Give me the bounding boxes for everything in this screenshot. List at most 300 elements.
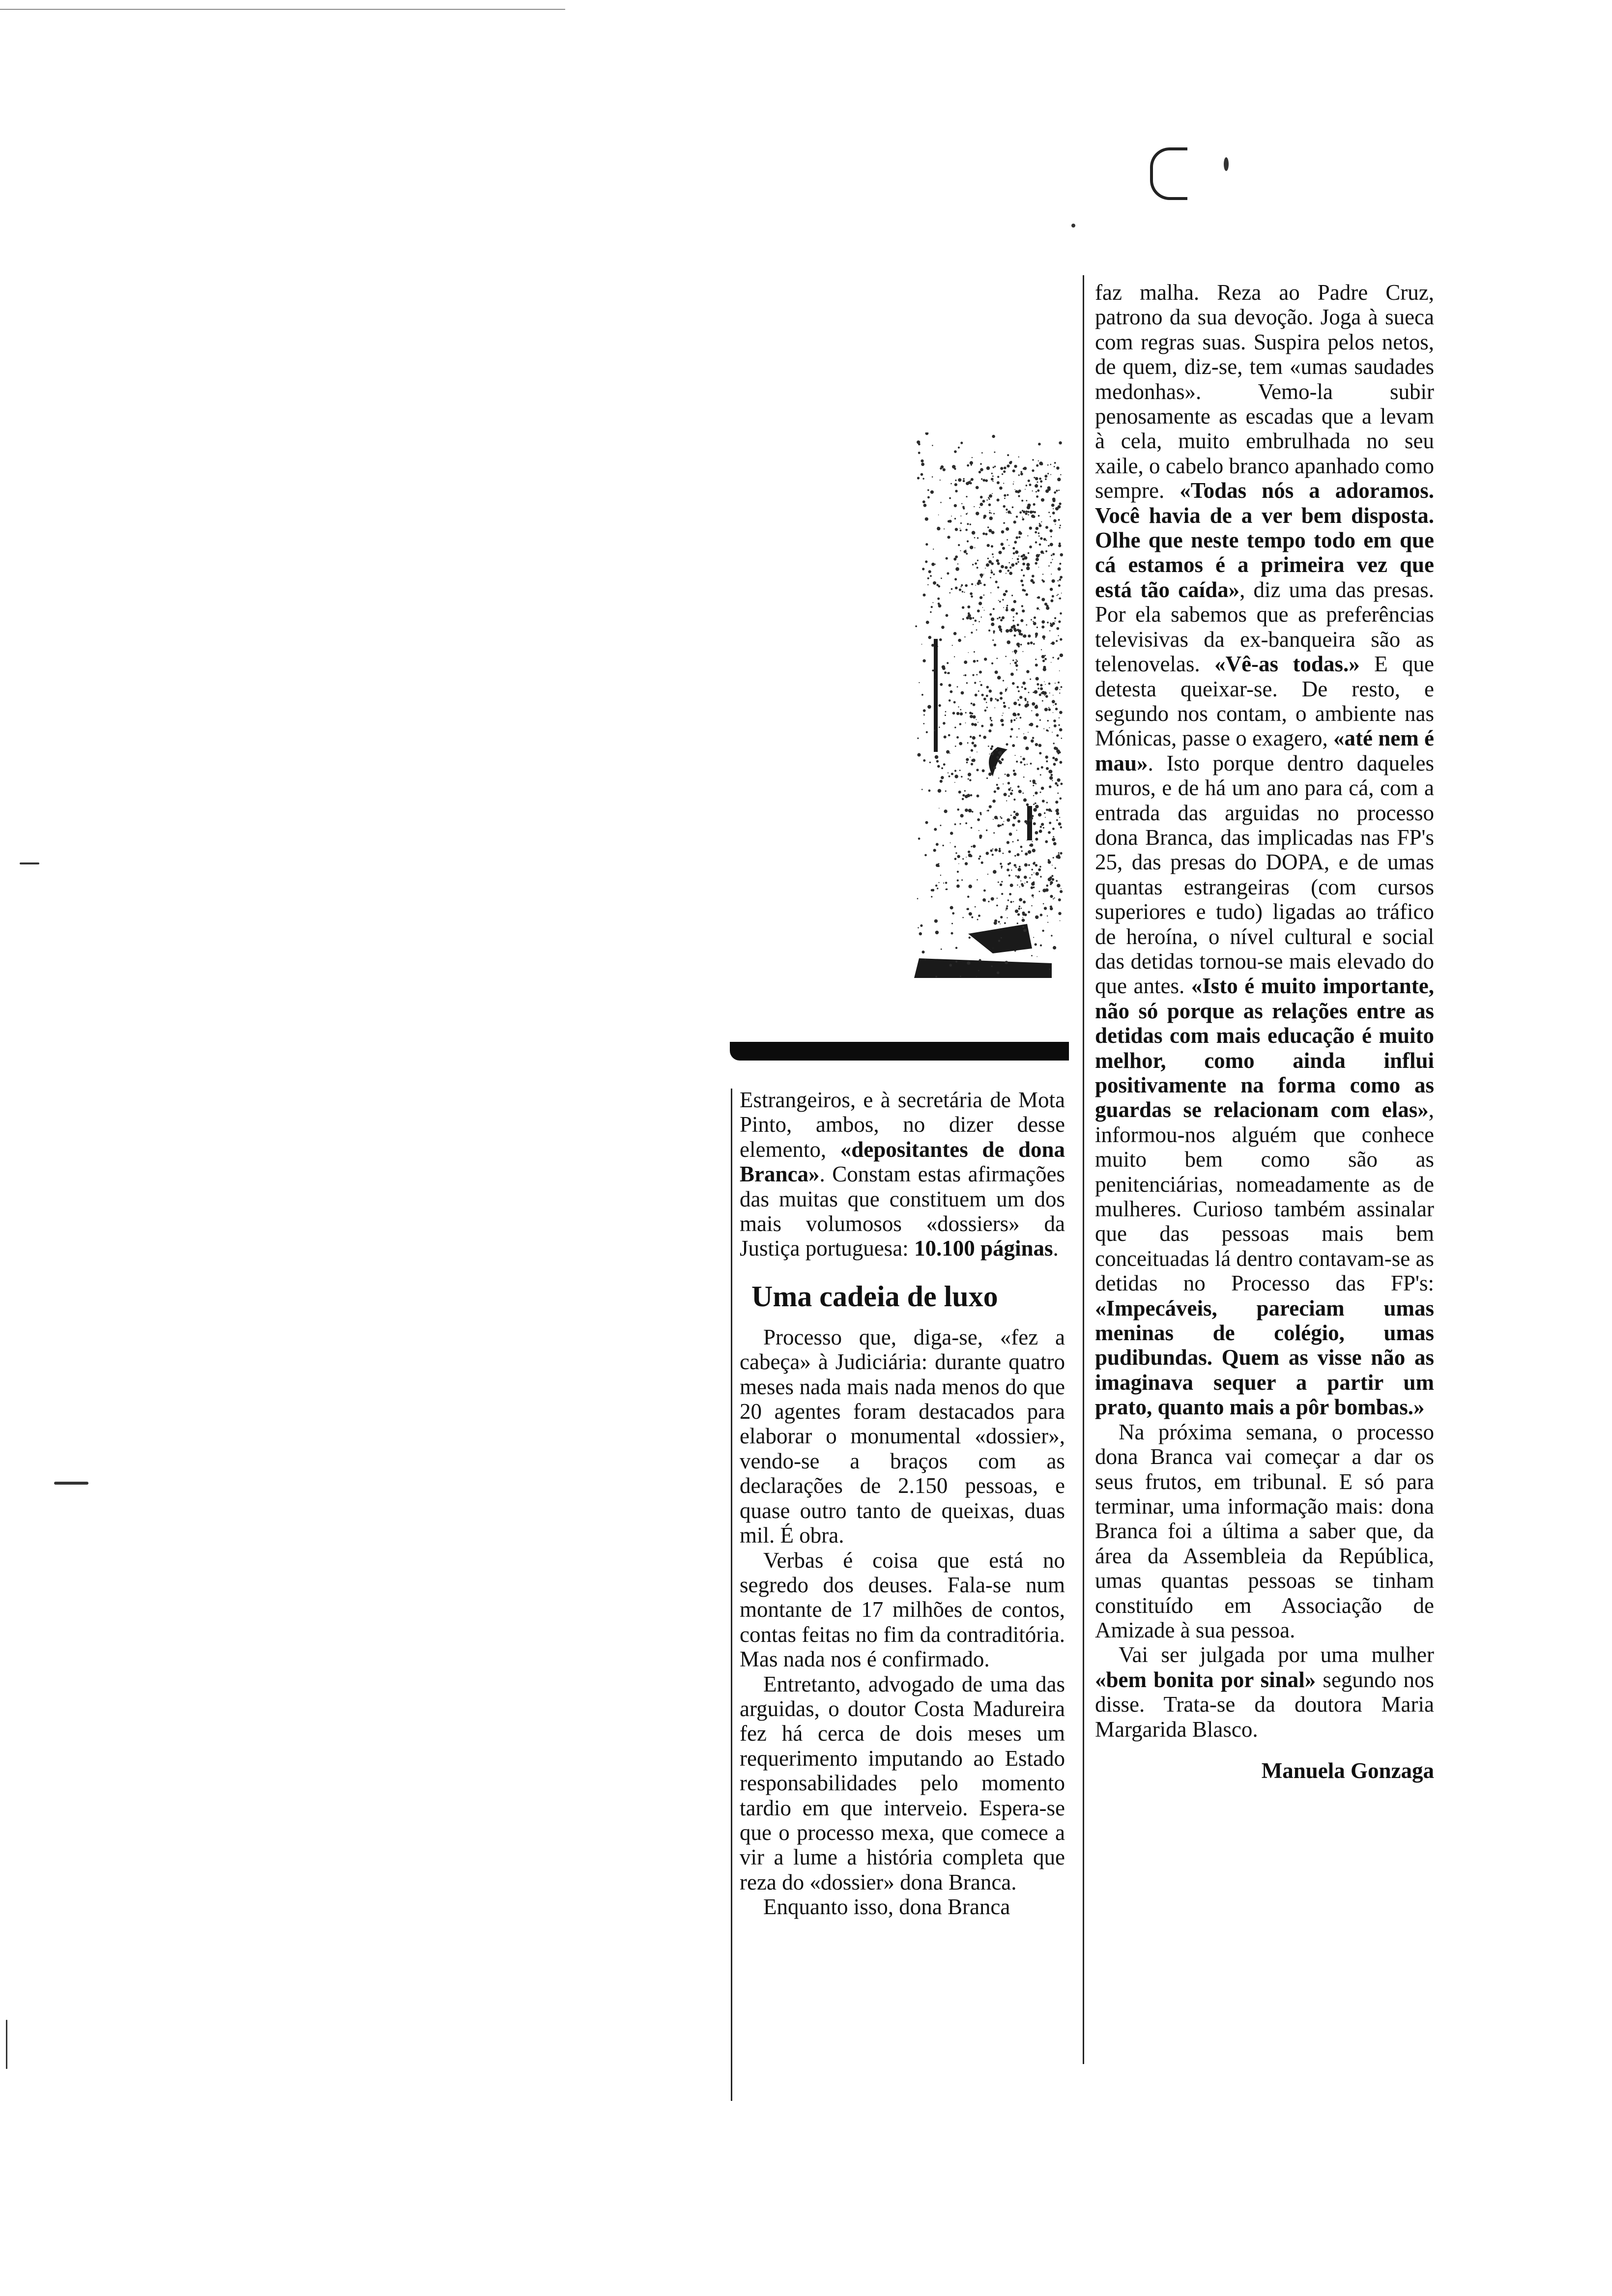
photo-grain [1023, 798, 1027, 802]
photo-grain [972, 674, 974, 676]
photo-grain [1011, 790, 1013, 791]
photo-grain [1004, 466, 1007, 469]
photo-grain [1018, 908, 1020, 910]
photo-grain [1001, 867, 1003, 869]
photo-grain [1007, 818, 1010, 822]
photo-grain [1001, 937, 1002, 939]
photo-grain [1018, 495, 1020, 497]
photo-grain [1005, 656, 1007, 657]
photo-grain [1020, 633, 1023, 635]
photo-grain [992, 435, 995, 438]
photo-grain [1056, 640, 1058, 642]
photo-grain [954, 468, 956, 470]
photo-grain [997, 658, 998, 659]
photo-grain [1060, 852, 1063, 855]
photo-grain [993, 832, 995, 833]
photo-grain [990, 717, 992, 719]
photo-grain [1036, 956, 1037, 957]
photo-grain [1059, 598, 1061, 600]
photo-grain [1048, 545, 1050, 547]
photo-grain [989, 805, 992, 808]
photo-grain [1010, 461, 1012, 463]
photo-grain [991, 623, 994, 626]
photo-grain [1010, 736, 1012, 738]
photo-grain [955, 947, 957, 949]
photo-grain [1008, 511, 1011, 514]
photo-grain [995, 670, 998, 674]
photo-grain [1054, 617, 1056, 619]
photo-grain [1041, 787, 1044, 790]
photo-grain [1053, 857, 1054, 859]
photo-grain [1058, 635, 1059, 636]
photo-grain [1011, 595, 1013, 596]
photo-grain [975, 585, 976, 586]
photo-grain [1022, 918, 1025, 922]
photo-grain [1056, 819, 1058, 821]
photo-grain [959, 770, 961, 771]
photo-grain [1003, 607, 1004, 608]
photo-grain [954, 770, 956, 772]
photo-grain [1018, 690, 1020, 692]
photo-grain [1043, 667, 1046, 671]
photo-grain [933, 581, 936, 585]
photo-grain [957, 563, 958, 564]
photo-grain [995, 848, 998, 851]
photo-grain [1022, 510, 1023, 512]
photo-grain [1050, 643, 1051, 644]
photo-grain [1054, 462, 1056, 464]
photo-grain [975, 562, 977, 565]
photo-grain [1014, 855, 1016, 857]
photo-grain [1006, 629, 1009, 632]
photo-grain [1033, 897, 1034, 898]
photo-grain [1035, 783, 1036, 784]
photo-grain [926, 731, 928, 733]
photo-grain [1055, 708, 1058, 710]
photo-grain [1059, 711, 1063, 714]
photo-grain [1000, 916, 1003, 918]
photo-grain [1016, 516, 1018, 517]
photo-grain [1007, 841, 1009, 844]
photo-grain [936, 863, 939, 867]
photo-grain [988, 498, 990, 500]
photo-grain [1001, 893, 1003, 895]
photo-grain [1050, 776, 1052, 778]
photo-grain [1023, 467, 1027, 470]
photo-grain [1015, 866, 1017, 868]
photo-grain [1059, 692, 1060, 693]
photo-grain [1017, 885, 1018, 886]
photo-grain [962, 798, 964, 801]
photo-grain [1022, 609, 1025, 612]
photo-grain [1060, 689, 1061, 690]
photo-grain [1060, 576, 1063, 579]
photo-grain [954, 823, 956, 825]
photo-grain [1050, 536, 1052, 537]
photo-grain [988, 773, 992, 776]
photo-grain [927, 489, 929, 491]
photo-grain [1058, 898, 1061, 901]
photo-grain [956, 712, 959, 715]
photo-grain [977, 567, 979, 569]
photo-grain [919, 932, 922, 935]
photo-grain [922, 500, 925, 503]
photo-grain [1020, 756, 1021, 757]
photo-grain [1056, 880, 1058, 882]
scan-rule-top [0, 9, 565, 10]
photo-grain [1030, 763, 1032, 765]
photo-grain [959, 589, 961, 591]
photo-grain [998, 600, 999, 601]
photo-grain [933, 849, 936, 852]
photo-grain [1035, 943, 1037, 946]
photo-grain [1043, 538, 1046, 541]
photo-grain [1021, 686, 1023, 688]
photo-grain [1031, 515, 1035, 518]
photo-grain [1055, 703, 1057, 705]
photo-grain [1000, 719, 1004, 722]
photo-grain [991, 562, 994, 565]
photo-grain [1044, 812, 1045, 814]
photo-grain [981, 577, 982, 578]
photo-grain [1041, 498, 1044, 502]
photo-grain [1043, 552, 1044, 554]
photo-grain [971, 478, 974, 481]
photo-grain [987, 558, 989, 559]
photo-grain [1036, 495, 1038, 498]
photo-grain [1039, 693, 1041, 696]
photo-grain [1020, 471, 1022, 473]
photo-grain [1018, 536, 1020, 538]
photo-grain [1002, 599, 1004, 601]
photo-grain [1038, 813, 1041, 816]
photo-grain [978, 970, 979, 972]
photo-grain [1030, 641, 1033, 644]
photo-grain [1015, 664, 1018, 667]
photo-grain [951, 773, 953, 775]
photo-grain [1048, 707, 1049, 708]
photo-grain [1061, 888, 1062, 889]
photo-grain [1058, 489, 1060, 491]
photo-grain [991, 478, 994, 481]
photo-grain [1033, 503, 1036, 506]
photo-grain [1012, 558, 1013, 559]
photo-grain [921, 473, 923, 476]
photo-grain [996, 559, 999, 562]
photo-grain [997, 699, 999, 701]
photo-grain [1007, 917, 1008, 918]
photo-grain [1031, 710, 1032, 711]
photo-grain [986, 695, 988, 697]
photo-grain [975, 620, 977, 622]
photo-grain [966, 762, 968, 764]
photo-grain [1057, 784, 1059, 786]
photo-grain [1003, 783, 1004, 784]
photo-grain [981, 861, 983, 864]
photo-grain [1013, 811, 1016, 813]
photo-grain [927, 496, 930, 499]
photo-grain [1041, 525, 1042, 526]
photo-grain [946, 750, 950, 753]
photo-grain [950, 483, 952, 485]
photo-grain [928, 636, 932, 639]
photo-grain [938, 604, 942, 607]
photo-grain [1052, 838, 1055, 841]
photo-grain [999, 848, 1001, 850]
photo-grain [977, 609, 980, 612]
photo-grain [1049, 785, 1051, 788]
photo-grain [964, 790, 966, 792]
photo-grain [960, 814, 964, 817]
photo-grain [1049, 876, 1052, 879]
photo-grain [939, 638, 942, 641]
photo-grain [1007, 454, 1009, 456]
photo-grain [987, 544, 990, 547]
photo-grain [990, 747, 993, 750]
photo-grain [982, 769, 985, 772]
photo-grain [925, 517, 928, 521]
photo-grain [923, 594, 926, 597]
photo-grain [993, 608, 995, 610]
photo-grain [1007, 464, 1009, 467]
photo-grain [1024, 876, 1027, 879]
photo-grain [1032, 459, 1034, 460]
photo-grain [1012, 660, 1014, 661]
photo-grain [931, 896, 932, 897]
photo-grain [986, 563, 989, 567]
photo-grain [999, 628, 1002, 631]
photo-grain [1023, 574, 1025, 576]
photo-grain [1003, 853, 1004, 854]
photo-grain [1060, 826, 1062, 828]
photo-grain [1037, 768, 1039, 770]
photo-grain [1006, 573, 1007, 574]
photo-grain [1005, 566, 1008, 569]
photo-grain [989, 494, 992, 498]
photo-grain [997, 562, 1000, 565]
photo-grain [1010, 728, 1013, 730]
photo-grain [1022, 518, 1024, 520]
photo-grain [957, 879, 959, 881]
photo-grain [968, 773, 971, 776]
photo-grain [1009, 893, 1011, 895]
photo-grain [1060, 612, 1062, 615]
photo-grain [1039, 461, 1043, 465]
photo-grain [925, 560, 927, 563]
photo-grain [979, 856, 981, 858]
photo-grain [1021, 850, 1023, 852]
photo-grain [1017, 785, 1020, 788]
photo-grain [979, 596, 982, 599]
photo-grain [991, 545, 993, 547]
right-paragraph-1: faz malha. Reza ao Padre Cruz, patrono da sua devoção. Joga à sueca com regras suas. Suspira pelos netos, de quem, diz-se, tem «umas saudades medonhas». Vemo-la subir penosamente as escadas que a levam à cela, muito embrulhada no seu xaile, o cabelo branco apanhado como sempre. «Todas nós a adoramos. Você havia de a ver bem disposta. Olhe que neste tempo todo em que cá estamos é a primeira vez que está tão caída», diz uma das presas. Por ela sabemos que as preferências televisivas da ex-banqueira são as telenovelas. «Vê-as todas.» E que detesta queixar-se. De resto, e segundo nos contam, o ambiente nas Mónicas, passe o exagero, «até nem é mau». Isto porque dentro daqueles muros, e de há um ano para cá, com a entrada das arguidas no processo dona Branca, das implicadas nas FP's 25, das presas do DOPA, e de umas quantas estrangeiras (com cursos superiores e tudo) ligadas ao tráfico de heroína, o nível cultural e social das detidas tornou-se mais elevado do que antes. «Isto é muito importante, não só porque as relações entre as detidas com mais educação é muito melhor, como ainda influi positivamente na forma como as guardas se relacionam com elas», informou-nos alguém que conhece muito bem como são as penitenciárias, nomeadamente as de mulheres. Curioso também assinalar que das pessoas mais bem conceituadas lá dentro contavam-se as detidas no Processo das FP's: «Impecáveis, pareciam umas meninas de colégio, umas pudibundas. Quem as visse não as imaginava sequer a partir um prato, quanto mais a pôr bombas.» [1095, 280, 1434, 1420]
photo-grain [1035, 562, 1037, 565]
photo-texture [904, 432, 1066, 978]
photo-grain [1053, 719, 1056, 722]
photo-grain [961, 879, 963, 881]
photo-grain [938, 585, 941, 588]
photo-grain [999, 761, 1002, 764]
photo-grain [1051, 875, 1053, 877]
photo-grain [1020, 473, 1023, 476]
photo-grain [947, 536, 950, 539]
photo-grain [1044, 475, 1047, 478]
photo-grain [1036, 607, 1039, 610]
photo-grain [971, 583, 973, 585]
photo-grain [1028, 864, 1030, 866]
photo-grain [1035, 838, 1038, 841]
margin-speck-2 [54, 1482, 88, 1485]
photo-grain [1041, 766, 1043, 769]
photo-grain [993, 556, 994, 557]
photo-grain [948, 734, 950, 737]
photo-grain [1048, 831, 1051, 834]
photo-grain [979, 735, 981, 737]
photo-grain [958, 863, 959, 864]
photo-grain [1036, 725, 1038, 728]
photo-grain [990, 723, 993, 726]
photo-grain [1041, 579, 1043, 581]
photo-grain [973, 617, 975, 619]
photo-grain [949, 684, 951, 687]
photo-grain [986, 466, 990, 470]
photo-grain [1043, 827, 1044, 829]
photo-grain [1012, 651, 1013, 652]
photo-grain [1013, 719, 1015, 721]
photo-grain [1033, 808, 1037, 812]
photo-grain [934, 730, 935, 731]
photo-grain [1046, 809, 1048, 811]
photo-grain [962, 917, 964, 918]
photo-grain [1035, 831, 1038, 834]
photo-grain [1025, 489, 1026, 490]
photo-grain [931, 563, 935, 566]
photo-grain [1012, 620, 1014, 621]
photo-grain [949, 699, 951, 702]
photo-grain [1013, 702, 1017, 705]
photo-grain [925, 821, 928, 824]
photo-grain [955, 567, 959, 571]
photo-grain [992, 854, 994, 856]
photo-grain [960, 550, 961, 551]
photo-grain [1016, 718, 1017, 719]
photo-grain [970, 592, 973, 595]
photo-grain [1019, 898, 1022, 901]
speck-a [1224, 157, 1229, 171]
photo-grain [997, 586, 999, 588]
photo-grain [1044, 695, 1045, 696]
photo-grain [1005, 689, 1008, 691]
photo-grain [1047, 916, 1048, 917]
photo-grain [1050, 543, 1053, 546]
photo-grain [1038, 532, 1040, 534]
photo-grain [1011, 794, 1012, 795]
photo-grain [1021, 605, 1023, 607]
photo-grain [1056, 808, 1059, 811]
photo-grain [1060, 890, 1063, 893]
photo-grain [937, 765, 940, 768]
photo-grain [1022, 682, 1026, 685]
photo-grain [941, 776, 944, 779]
photo-grain [947, 572, 949, 574]
photo-grain [930, 611, 931, 613]
photo-grain [1031, 955, 1033, 956]
photo-grain [952, 712, 955, 715]
photo-grain [978, 690, 979, 692]
photo-grain [1047, 464, 1049, 466]
photo-grain [966, 496, 967, 497]
photo-grain [971, 749, 973, 751]
photo-grain [977, 919, 979, 920]
photo-grain [1014, 629, 1017, 632]
photo-grain [1018, 699, 1019, 701]
photo-grain [996, 756, 999, 759]
photo-grain [1055, 507, 1059, 511]
photo-grain [1040, 945, 1042, 947]
photo-grain [990, 718, 991, 720]
photo-grain [1051, 935, 1052, 936]
photo-grain [969, 937, 971, 939]
photo-grain [969, 779, 971, 781]
photo-grain [950, 690, 953, 693]
photo-grain [963, 478, 965, 480]
photo-grain [980, 496, 983, 499]
photo-grain [988, 901, 989, 902]
photo-grain [959, 742, 962, 746]
photo-grain [999, 570, 1002, 573]
photo-grain [1044, 708, 1048, 711]
photo-grain [1060, 638, 1062, 640]
photo-grain [1054, 466, 1055, 467]
photo-grain [1028, 552, 1030, 554]
photo-grain [1002, 473, 1003, 475]
photo-grain [1060, 654, 1063, 657]
photo-grain [1041, 655, 1045, 659]
photo-grain [940, 825, 941, 826]
photo-grain [972, 736, 976, 740]
photo-grain [1051, 662, 1052, 663]
photo-grain [1058, 594, 1059, 595]
photo-grain [1005, 590, 1008, 593]
photo-grain [1015, 563, 1018, 565]
photo-grain [972, 457, 973, 458]
photo-grain [963, 480, 965, 483]
photo-grain [1052, 579, 1055, 583]
photo-grain [1026, 500, 1028, 501]
photo-grain [952, 912, 954, 915]
photo-grain [983, 574, 984, 575]
photo-grain [932, 669, 934, 671]
photo-grain [1005, 961, 1008, 964]
photo-grain [1000, 825, 1002, 826]
photo-grain [1047, 473, 1049, 474]
photo-grain [1006, 512, 1007, 513]
photo-grain [964, 674, 966, 676]
photo-grain [1040, 480, 1042, 483]
photo-grain [1052, 595, 1054, 598]
photo-grain [1048, 512, 1050, 513]
photo-grain [1020, 761, 1022, 764]
photo-grain [961, 503, 962, 504]
photo-grain [954, 775, 958, 778]
photo-grain [966, 857, 967, 858]
photo-grain [1026, 804, 1029, 806]
photo-grain [985, 901, 986, 902]
photo-grain [1058, 657, 1060, 659]
photo-grain [981, 452, 983, 454]
photo-grain [1017, 839, 1019, 841]
left-paragraph-1: Processo que, diga-se, «fez a cabeça» à Judiciária: durante quatro meses nada mais nada menos do que 20 agentes foram destacados para elaborar o monumental «dossier», vendo-se a braços com as declarações de 2.150 pessoas, e quase outro tanto de queixas, duas mil. É obra. [740, 1324, 1065, 1548]
